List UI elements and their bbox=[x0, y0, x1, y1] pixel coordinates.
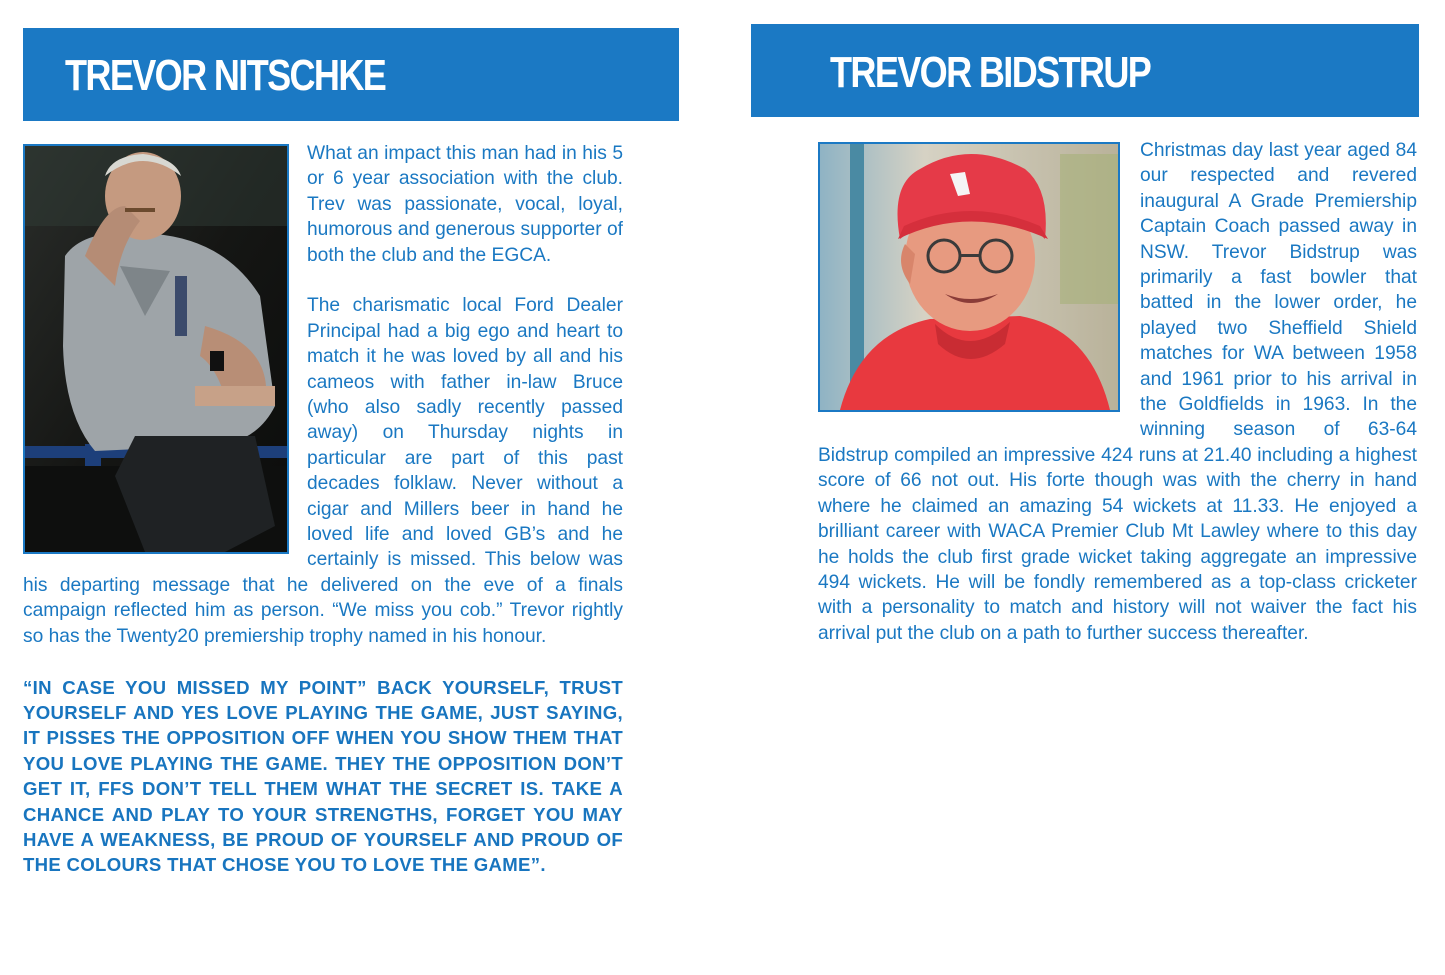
title-banner-bidstrup bbox=[751, 24, 1419, 117]
title-banner-nitschke bbox=[23, 28, 679, 121]
heading-nitschke: TREVOR NITSCHKE bbox=[65, 51, 386, 100]
portrait-nitschke-image bbox=[25, 146, 287, 552]
paragraph-bidstrup-1: Christmas day last year aged 84 our respected and revered inaugural A Grade Premiership Captain Coach passed away in NSW. Trevor Bidstrup was primarily a fast bowler that batted in the lower order, he played two Sheffield Shield matches for WA between 1958 and 1961 prior to his arrival in the Goldfields in 1963. In the winning season of 63-64 Bidstrup compiled an impressive 424 runs at 21.40 including a highest score of 66 not out. His forte though was with the cherry in hand where he claimed an amazing 54 wickets at 11.33. He enjoyed a brilliant career with WACA Premier Club Mt Lawley where to this day he holds the club first grade wicket taking aggregate an impressive 494 wickets. He will be fondly remembered as a top-class cricketer with a personality to match and history will not waiver the fact his arrival put the club on a path to further success thereafter. bbox=[818, 140, 1417, 644]
article-nitschke bbox=[23, 141, 623, 878]
photo-trevor-bidstrup bbox=[818, 142, 1120, 412]
quote-nitschke: “IN CASE YOU MISSED MY POINT” BACK YOURSELF, TRUST YOURSELF AND YES LOVE PLAYING THE GAME, JUST SAYING, IT PISSES THE OPPOSITION OFF WHEN YOU SHOW THEM THAT YOU LOVE PLAYING THE GAME. THEY THE OPPOSITION DON’T GET IT, FFS DON’T TELL THEM WHAT THE SECRET IS. TAKE A CHANCE AND PLAY TO YOUR STRENGTHS, FORGET YOU MAY HAVE A WEAKNESS, BE PROUD OF YOURSELF AND PROUD OF THE COLOURS THAT CHOSE YOU TO LOVE THE GAME”. bbox=[23, 676, 623, 876]
heading-bidstrup: TREVOR BIDSTRUP bbox=[830, 48, 1151, 97]
portrait-bidstrup-image bbox=[820, 144, 1118, 410]
photo-trevor-nitschke bbox=[23, 144, 289, 554]
paragraph-nitschke-2: The charismatic local Ford Dealer Principal had a big ego and heart to match it he was loved by all and his cameos with father in-law Bruce (who also sadly recently passed away) on Thursday nights in particular are part of this past decades folklaw. Never without a cigar and Millers beer in hand he loved life and loved GB’s and he certainly is missed. This below was his departing message that he delivered on the eve of a finals campaign reflected him as person. “We miss you cob.” Trevor rightly so has the Twenty20 premiership trophy named in his honour. bbox=[23, 295, 623, 647]
paragraph-nitschke-1: What an impact this man had in his 5 or 6 year association with the club. Trev was passionate, vocal, loyal, humorous and generous supporter of both the club and the EGCA. bbox=[307, 143, 623, 266]
article-bidstrup bbox=[818, 138, 1417, 646]
